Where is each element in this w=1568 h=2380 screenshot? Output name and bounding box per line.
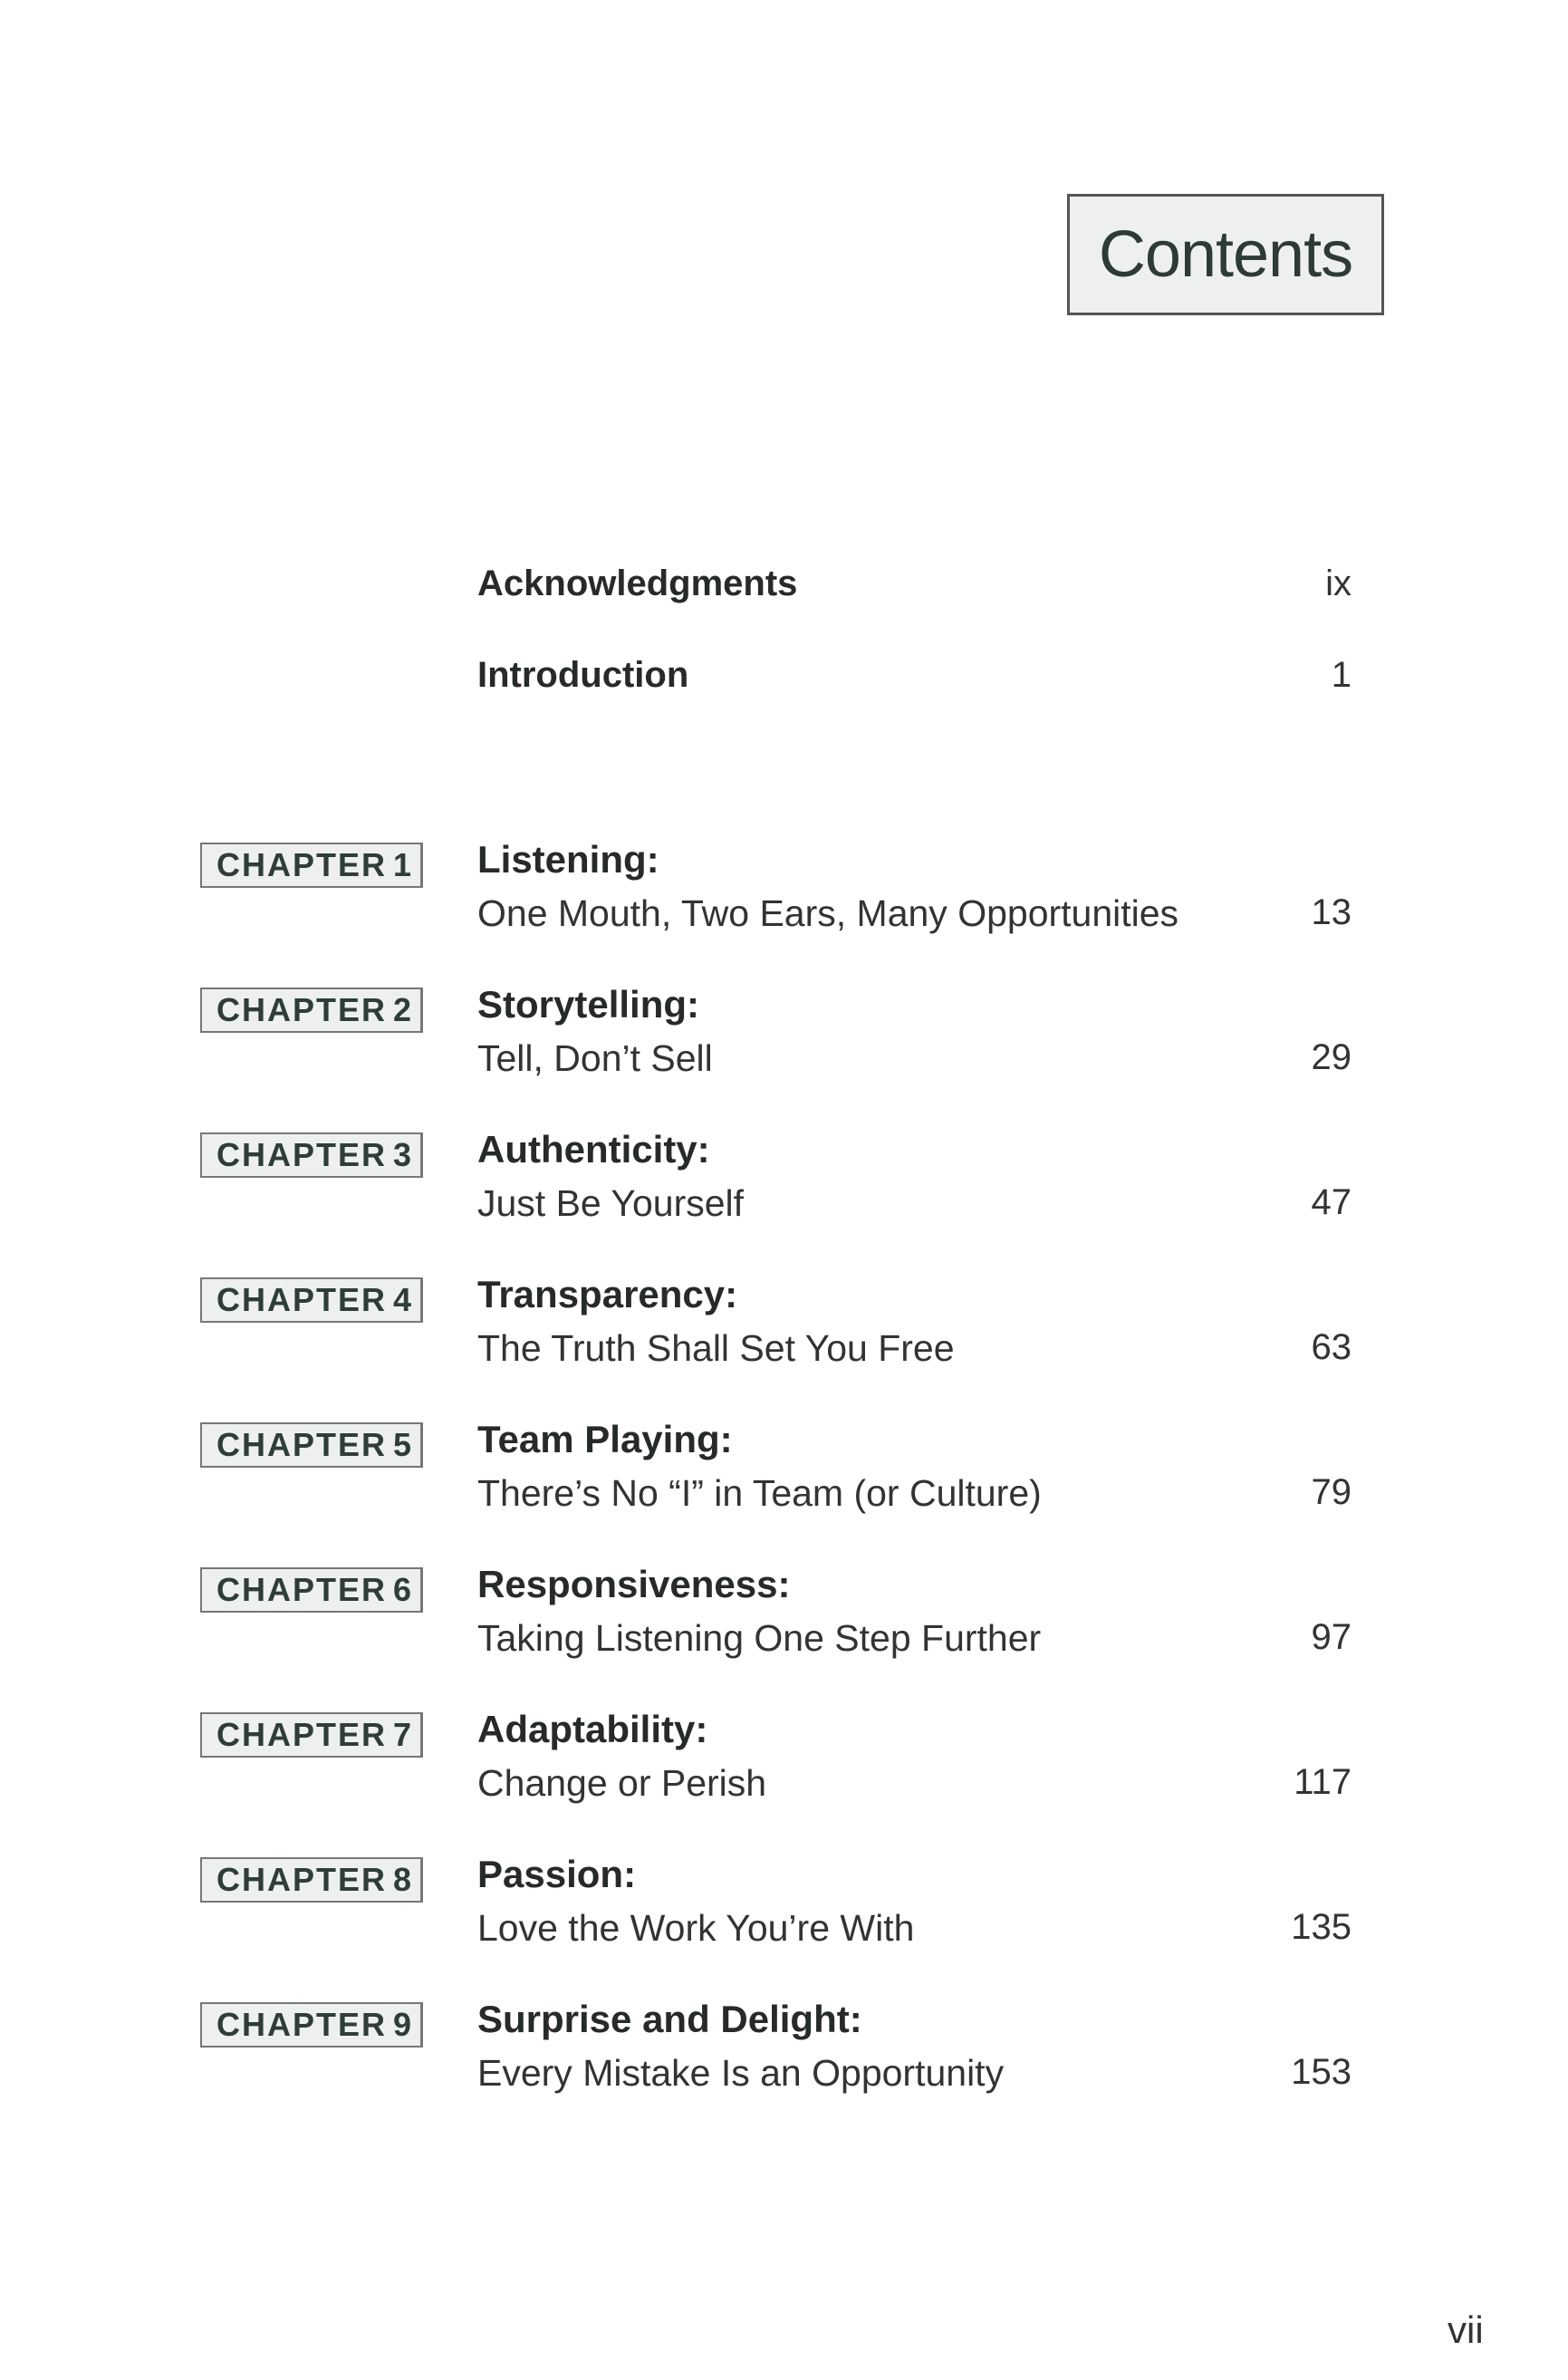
- entry-title: Acknowledgments: [477, 564, 798, 603]
- chapter-title: Adaptability:: [477, 1708, 708, 1750]
- chapter-number: 2: [392, 991, 413, 1028]
- toc-entry-chapter-1[interactable]: [0, 838, 1568, 983]
- toc-entry-chapter-6[interactable]: [0, 1563, 1568, 1708]
- chapter-page: 47: [1311, 1182, 1352, 1222]
- chapter-label: CHAPTER: [216, 991, 388, 1028]
- chapter-page: 13: [1311, 892, 1352, 932]
- chapter-label: CHAPTER: [216, 1281, 388, 1318]
- chapter-number: 7: [392, 1716, 413, 1753]
- chapter-subtitle: Love the Work You’re With: [477, 1907, 915, 1949]
- chapter-label: CHAPTER: [216, 1861, 388, 1898]
- chapter-subtitle: Every Mistake Is an Opportunity: [477, 2052, 1005, 2094]
- chapter-title: Transparency:: [477, 1273, 738, 1315]
- chapter-title: Passion:: [477, 1853, 637, 1895]
- chapter-label: CHAPTER: [216, 1571, 388, 1608]
- chapter-title: Storytelling:: [477, 983, 700, 1026]
- entry-page: ix: [1325, 564, 1352, 603]
- chapter-number: 8: [392, 1861, 413, 1898]
- toc-entry-introduction[interactable]: [477, 655, 1352, 696]
- toc-entry-chapter-9[interactable]: [0, 1998, 1568, 2143]
- chapter-label: CHAPTER: [216, 1716, 388, 1753]
- chapter-number: 6: [392, 1571, 413, 1608]
- chapter-page: 97: [1311, 1617, 1352, 1657]
- toc-entry-chapter-7[interactable]: [0, 1708, 1568, 1853]
- toc-entry-chapter-4[interactable]: [0, 1273, 1568, 1418]
- page-number: vii: [1448, 2308, 1484, 2351]
- chapter-title: Team Playing:: [477, 1418, 733, 1460]
- toc-entry-chapter-8[interactable]: [0, 1853, 1568, 1998]
- chapter-page: 135: [1291, 1907, 1352, 1947]
- chapter-label: CHAPTER: [216, 1426, 388, 1463]
- toc-entry-acknowledgments[interactable]: [477, 564, 1352, 604]
- chapter-subtitle: There’s No “I” in Team (or Culture): [477, 1472, 1042, 1514]
- chapter-page: 153: [1291, 2052, 1352, 2092]
- chapter-badge: [200, 1712, 423, 1758]
- chapter-badge: [200, 2002, 423, 2048]
- chapter-page: 63: [1311, 1327, 1352, 1367]
- entry-page: 1: [1331, 655, 1352, 695]
- chapter-page: 117: [1294, 1762, 1352, 1802]
- contents-title-box: [1067, 194, 1384, 315]
- chapter-list: [0, 838, 1568, 2143]
- toc-entry-chapter-5[interactable]: [0, 1418, 1568, 1563]
- chapter-subtitle: Change or Perish: [477, 1762, 767, 1804]
- chapter-number: 9: [392, 2006, 413, 2043]
- chapter-label: CHAPTER: [216, 846, 388, 883]
- chapter-subtitle: One Mouth, Two Ears, Many Opportunities: [477, 892, 1179, 934]
- page-title: Contents: [1098, 218, 1353, 291]
- chapter-badge: [200, 1857, 423, 1903]
- entry-title: Introduction: [477, 655, 689, 695]
- chapter-subtitle: Taking Listening One Step Further: [477, 1617, 1042, 1659]
- chapter-badge: [200, 1422, 423, 1468]
- chapter-label: CHAPTER: [216, 1136, 388, 1173]
- chapter-subtitle: The Truth Shall Set You Free: [477, 1327, 955, 1369]
- chapter-badge: [200, 1567, 423, 1613]
- chapter-page: 29: [1311, 1037, 1352, 1077]
- chapter-badge: [200, 843, 423, 888]
- chapter-title: Responsiveness:: [477, 1563, 791, 1605]
- toc-entry-chapter-3[interactable]: [0, 1128, 1568, 1273]
- chapter-number: 3: [392, 1136, 413, 1173]
- chapter-subtitle: Tell, Don’t Sell: [477, 1037, 713, 1079]
- chapter-page: 79: [1311, 1472, 1352, 1512]
- chapter-number: 4: [392, 1281, 413, 1318]
- chapter-number: 1: [392, 846, 413, 883]
- chapter-title: Listening:: [477, 838, 659, 881]
- chapter-title: Surprise and Delight:: [477, 1998, 862, 2040]
- toc-entry-chapter-2[interactable]: [0, 983, 1568, 1128]
- chapter-badge: [200, 1277, 423, 1323]
- chapter-number: 5: [392, 1426, 413, 1463]
- chapter-label: CHAPTER: [216, 2006, 388, 2043]
- chapter-badge: [200, 1132, 423, 1178]
- chapter-title: Authenticity:: [477, 1128, 710, 1171]
- chapter-subtitle: Just Be Yourself: [477, 1182, 745, 1224]
- chapter-badge: [200, 988, 423, 1033]
